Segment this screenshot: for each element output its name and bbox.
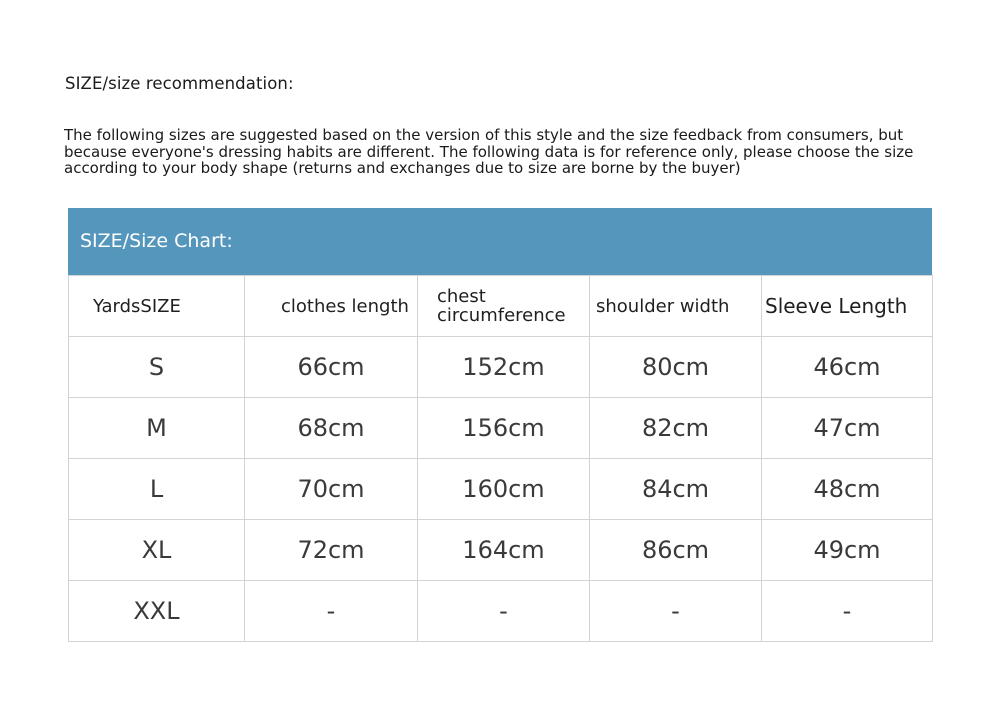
column-header-clothes-length: clothes length: [245, 276, 418, 337]
page-heading: SIZE/size recommendation:: [65, 74, 294, 93]
shoulder-value: 80cm: [590, 337, 762, 398]
column-header-chest: chest circumference: [418, 276, 590, 337]
shoulder-value: 84cm: [590, 459, 762, 520]
clothes-length-value: 66cm: [245, 337, 418, 398]
sleeve-value: -: [762, 581, 933, 642]
size-label: S: [69, 337, 245, 398]
table-row: [69, 337, 933, 398]
size-table: [68, 275, 933, 642]
clothes-length-value: -: [245, 581, 418, 642]
sleeve-value: 46cm: [762, 337, 933, 398]
chest-value: 164cm: [418, 520, 590, 581]
size-chart-title: SIZE/Size Chart:: [68, 208, 932, 275]
size-label: L: [69, 459, 245, 520]
size-advice-note: [64, 127, 934, 177]
table-header-row: [69, 276, 933, 337]
table-row: [69, 398, 933, 459]
clothes-length-value: 70cm: [245, 459, 418, 520]
chest-value: 160cm: [418, 459, 590, 520]
chest-value: 156cm: [418, 398, 590, 459]
table-row: [69, 581, 933, 642]
size-label: XL: [69, 520, 245, 581]
note-line: according to your body shape (returns and exchanges due to size are borne by the buyer): [64, 159, 741, 177]
shoulder-value: 82cm: [590, 398, 762, 459]
chest-value: 152cm: [418, 337, 590, 398]
sleeve-value: 49cm: [762, 520, 933, 581]
size-label: M: [69, 398, 245, 459]
clothes-length-value: 68cm: [245, 398, 418, 459]
clothes-length-value: 72cm: [245, 520, 418, 581]
chest-value: -: [418, 581, 590, 642]
column-header-shoulder: shoulder width: [590, 276, 762, 337]
sleeve-value: 47cm: [762, 398, 933, 459]
column-header-sleeve: Sleeve Length: [762, 276, 933, 337]
note-line: because everyone's dressing habits are different. The following data is for reference only, please choose the size: [64, 142, 914, 161]
table-row: [69, 520, 933, 581]
column-header-size: YardsSIZE: [69, 276, 245, 337]
shoulder-value: -: [590, 581, 762, 642]
note-line: The following sizes are suggested based on the version of this style and the size feedback from consumers, but: [64, 126, 904, 144]
shoulder-value: 86cm: [590, 520, 762, 581]
sleeve-value: 48cm: [762, 459, 933, 520]
table-row: [69, 459, 933, 520]
size-label: XXL: [69, 581, 245, 642]
size-chart: [68, 208, 932, 647]
